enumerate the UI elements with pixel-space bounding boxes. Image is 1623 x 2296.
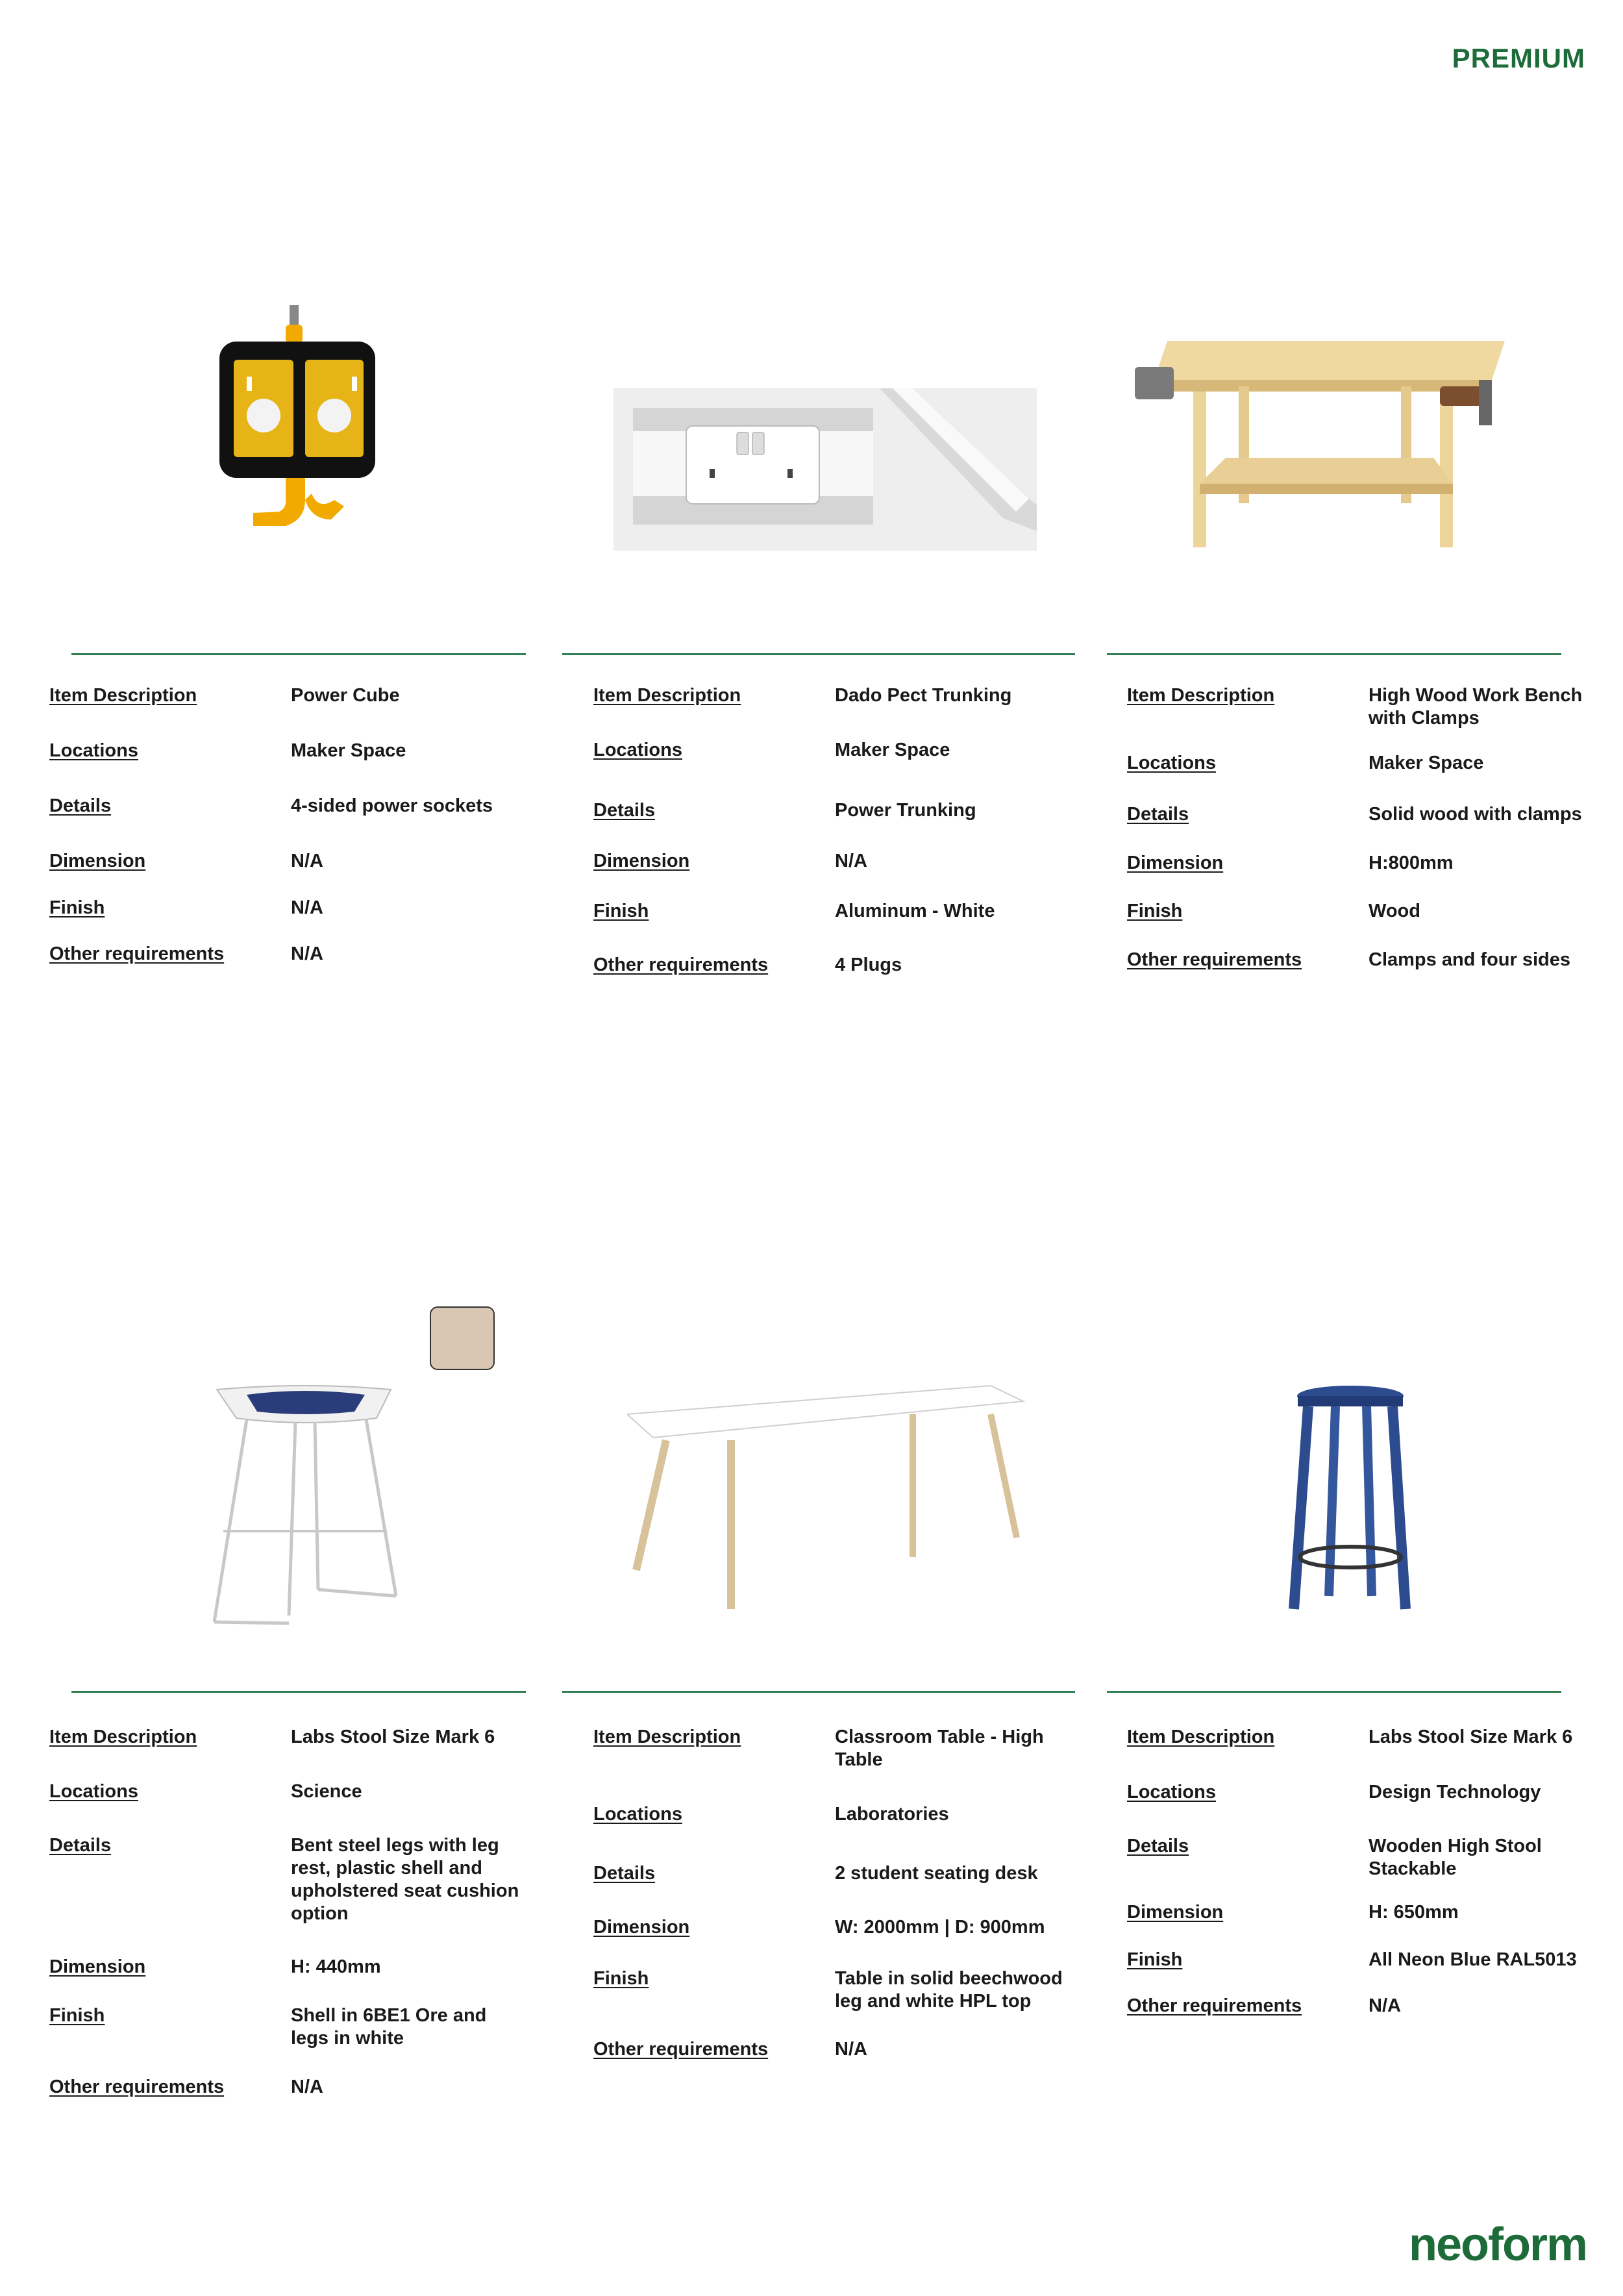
label-item-description: Item Description xyxy=(1127,685,1275,706)
value-finish: Wood xyxy=(1369,901,1420,921)
label-other-requirements: Other requirements xyxy=(49,2077,225,2097)
value-other-requirements: 4 Plugs xyxy=(835,955,902,975)
value-details: Power Trunking xyxy=(835,800,976,821)
premium-badge: PREMIUM xyxy=(1452,43,1585,73)
label-item-description: Item Description xyxy=(49,685,197,706)
spec-dado-trunking xyxy=(593,684,1100,977)
label-dimension: Dimension xyxy=(593,851,690,871)
label-finish: Finish xyxy=(593,901,649,921)
label-details: Details xyxy=(1127,1836,1189,1856)
value-item-description: Labs Stool Size Mark 6 xyxy=(291,1727,495,1747)
label-finish: Finish xyxy=(593,1968,649,1989)
label-finish: Finish xyxy=(49,897,105,918)
label-locations: Locations xyxy=(49,740,138,761)
label-other-requirements: Other requirements xyxy=(1127,949,1302,970)
label-dimension: Dimension xyxy=(49,851,146,871)
power-cube-image xyxy=(208,305,390,545)
value-item-description: High Wood Work Bench with Clamps xyxy=(1369,685,1583,729)
value-finish: Aluminum - White xyxy=(835,901,995,921)
value-dimension: W: 2000mm | D: 900mm xyxy=(835,1917,1045,1938)
value-finish: All Neon Blue RAL5013 xyxy=(1369,1949,1577,1970)
label-details: Details xyxy=(49,795,112,816)
value-other-requirements: N/A xyxy=(1369,1995,1401,2016)
lab-stool-white-image xyxy=(208,1382,403,1628)
label-item-description: Item Description xyxy=(593,1727,741,1747)
label-locations: Locations xyxy=(1127,1782,1216,1803)
divider-1 xyxy=(71,653,526,655)
spec-classroom-table xyxy=(593,1726,1100,2061)
spec-lab-stool-science xyxy=(49,1726,556,2099)
finish-swatch xyxy=(430,1306,495,1370)
value-locations: Maker Space xyxy=(835,740,950,760)
label-finish: Finish xyxy=(1127,1949,1183,1970)
label-locations: Locations xyxy=(49,1781,138,1802)
value-dimension: H: 650mm xyxy=(1369,1902,1459,1923)
label-item-description: Item Description xyxy=(49,1727,197,1747)
label-dimension: Dimension xyxy=(593,1917,690,1938)
value-details: 2 student seating desk xyxy=(835,1863,1038,1884)
divider-2 xyxy=(562,653,1075,655)
value-dimension: N/A xyxy=(835,851,867,871)
label-finish: Finish xyxy=(1127,901,1183,921)
divider-4 xyxy=(71,1691,526,1693)
label-dimension: Dimension xyxy=(1127,853,1224,873)
label-locations: Locations xyxy=(593,1804,682,1825)
label-item-description: Item Description xyxy=(1127,1727,1275,1747)
divider-5 xyxy=(562,1691,1075,1693)
label-details: Details xyxy=(593,800,656,821)
divider-6 xyxy=(1107,1691,1561,1693)
value-item-description: Power Cube xyxy=(291,685,400,706)
value-other-requirements: N/A xyxy=(291,2077,323,2097)
value-other-requirements: N/A xyxy=(291,943,323,964)
label-locations: Locations xyxy=(1127,753,1216,773)
spec-lab-stool-dt xyxy=(1127,1726,1594,2017)
label-other-requirements: Other requirements xyxy=(593,2039,769,2060)
label-dimension: Dimension xyxy=(1127,1902,1224,1923)
label-details: Details xyxy=(1127,804,1189,825)
value-details: Bent steel legs with leg rest, plastic shell and upholstered seat cushion option xyxy=(291,1835,519,1924)
dado-trunking-image xyxy=(613,388,1037,551)
value-dimension: H:800mm xyxy=(1369,853,1454,873)
value-other-requirements: Clamps and four sides xyxy=(1369,949,1571,970)
value-dimension: N/A xyxy=(291,851,323,871)
label-finish: Finish xyxy=(49,2005,105,2026)
value-details: Wooden High Stool Stackable xyxy=(1369,1836,1542,1879)
spec-power-cube xyxy=(49,684,556,966)
classroom-table-image xyxy=(627,1375,1030,1616)
label-details: Details xyxy=(593,1863,656,1884)
neoform-logo: neoform xyxy=(1409,2219,1587,2271)
value-locations: Design Technology xyxy=(1369,1782,1541,1803)
value-locations: Science xyxy=(291,1781,362,1802)
value-item-description: Dado Pect Trunking xyxy=(835,685,1012,706)
value-dimension: H: 440mm xyxy=(291,1956,381,1977)
spec-wood-bench xyxy=(1127,684,1594,971)
value-item-description: Classroom Table - High Table xyxy=(835,1727,1044,1770)
value-item-description: Labs Stool Size Mark 6 xyxy=(1369,1727,1573,1747)
label-other-requirements: Other requirements xyxy=(1127,1995,1302,2016)
value-details: Solid wood with clamps xyxy=(1369,804,1582,825)
label-item-description: Item Description xyxy=(593,685,741,706)
value-finish: Table in solid beechwood leg and white HPL top xyxy=(835,1968,1063,2012)
label-other-requirements: Other requirements xyxy=(49,943,225,964)
value-finish: Shell in 6BE1 Ore and legs in white xyxy=(291,2005,487,2049)
label-other-requirements: Other requirements xyxy=(593,955,769,975)
label-locations: Locations xyxy=(593,740,682,760)
value-details: 4-sided power sockets xyxy=(291,795,493,816)
value-locations: Maker Space xyxy=(1369,753,1484,773)
wood-bench-image xyxy=(1128,328,1518,555)
label-details: Details xyxy=(49,1835,112,1856)
divider-3 xyxy=(1107,653,1561,655)
value-other-requirements: N/A xyxy=(835,2039,867,2060)
value-finish: N/A xyxy=(291,897,323,918)
value-locations: Maker Space xyxy=(291,740,406,761)
value-locations: Laboratories xyxy=(835,1804,949,1825)
label-dimension: Dimension xyxy=(49,1956,146,1977)
lab-stool-blue-image xyxy=(1282,1382,1419,1622)
